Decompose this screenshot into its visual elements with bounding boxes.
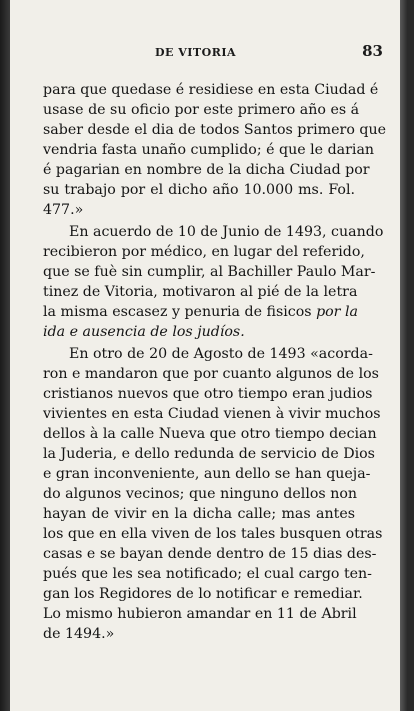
text-line: En otro de 20 de Agosto de 1493 «acorda- xyxy=(69,346,373,362)
paragraph-2 xyxy=(43,222,384,342)
text-line: cristianos nuevos que otro tiempo eran judios xyxy=(43,386,373,402)
text-line: hayan de vivir en la dicha calle; mas antes xyxy=(43,506,355,522)
paragraph-1 xyxy=(43,80,386,220)
book-page xyxy=(10,0,407,711)
text-line: ida e ausencia de los judíos. xyxy=(43,324,245,340)
text-line: la Juderia, e dello redunda de servicio de Dios xyxy=(43,446,375,462)
text-line: para que quedase é residiese en esta Ciudad é xyxy=(43,82,379,98)
text-line: tinez de Vitoria, motivaron al pié de la letra xyxy=(43,284,358,300)
text-line: En acuerdo de 10 de Junio de 1493, cuando xyxy=(69,224,384,240)
text-line: pués que les sea notificado; el cual cargo ten- xyxy=(43,566,372,582)
page-edge-shadow xyxy=(400,0,407,711)
text-line: dellos à la calle Nueva que otro tiempo decian xyxy=(43,426,377,442)
text-line: vivientes en esta Ciudad vienen à vivir muchos xyxy=(43,406,381,422)
text-line: ron e mandaron que por cuanto algunos de los xyxy=(43,366,379,382)
paragraph-3 xyxy=(43,344,383,644)
text-line: é pagarian en nombre de la dicha Ciudad por xyxy=(43,162,370,178)
text-line: su trabajo por el dicho año 10.000 ms. Fol. xyxy=(43,182,355,198)
text-line: 477.» xyxy=(43,202,84,218)
text-line: que se fuè sin cumplir, al Bachiller Paulo Mar- xyxy=(43,264,376,280)
text-line: vendria fasta unaño cumplido; é que le darian xyxy=(43,142,375,158)
book-spine-shadow xyxy=(0,0,10,711)
text-line: usase de su oficio por este primero año es á xyxy=(43,102,360,118)
text-line: gan los Regidores de lo notificar e remediar. xyxy=(43,586,363,602)
italic-segment: por la xyxy=(316,304,358,320)
text-line: recibieron por médico, en lugar del referido, xyxy=(43,244,365,260)
text-line: de 1494.» xyxy=(43,626,115,642)
text-line: do algunos vecinos; que ninguno dellos non xyxy=(43,486,358,502)
body-text xyxy=(43,80,386,644)
running-head: DE VITORIA xyxy=(155,46,237,59)
text-line: Lo mismo hubieron amandar en 11 de Abril xyxy=(43,606,357,622)
text-line: saber desde el dia de todos Santos primero que xyxy=(43,122,386,138)
text-line xyxy=(43,302,358,322)
text-line: los que en ella viven de los tales busquen otras xyxy=(43,526,383,542)
text-line: casas e se bayan dende dentro de 15 dias des- xyxy=(43,546,377,562)
page-number: 83 xyxy=(362,42,383,60)
text-line: e gran inconveniente, aun dello se han queja- xyxy=(43,466,371,482)
text-segment: la misma escasez y penuria de fisicos xyxy=(43,304,312,320)
